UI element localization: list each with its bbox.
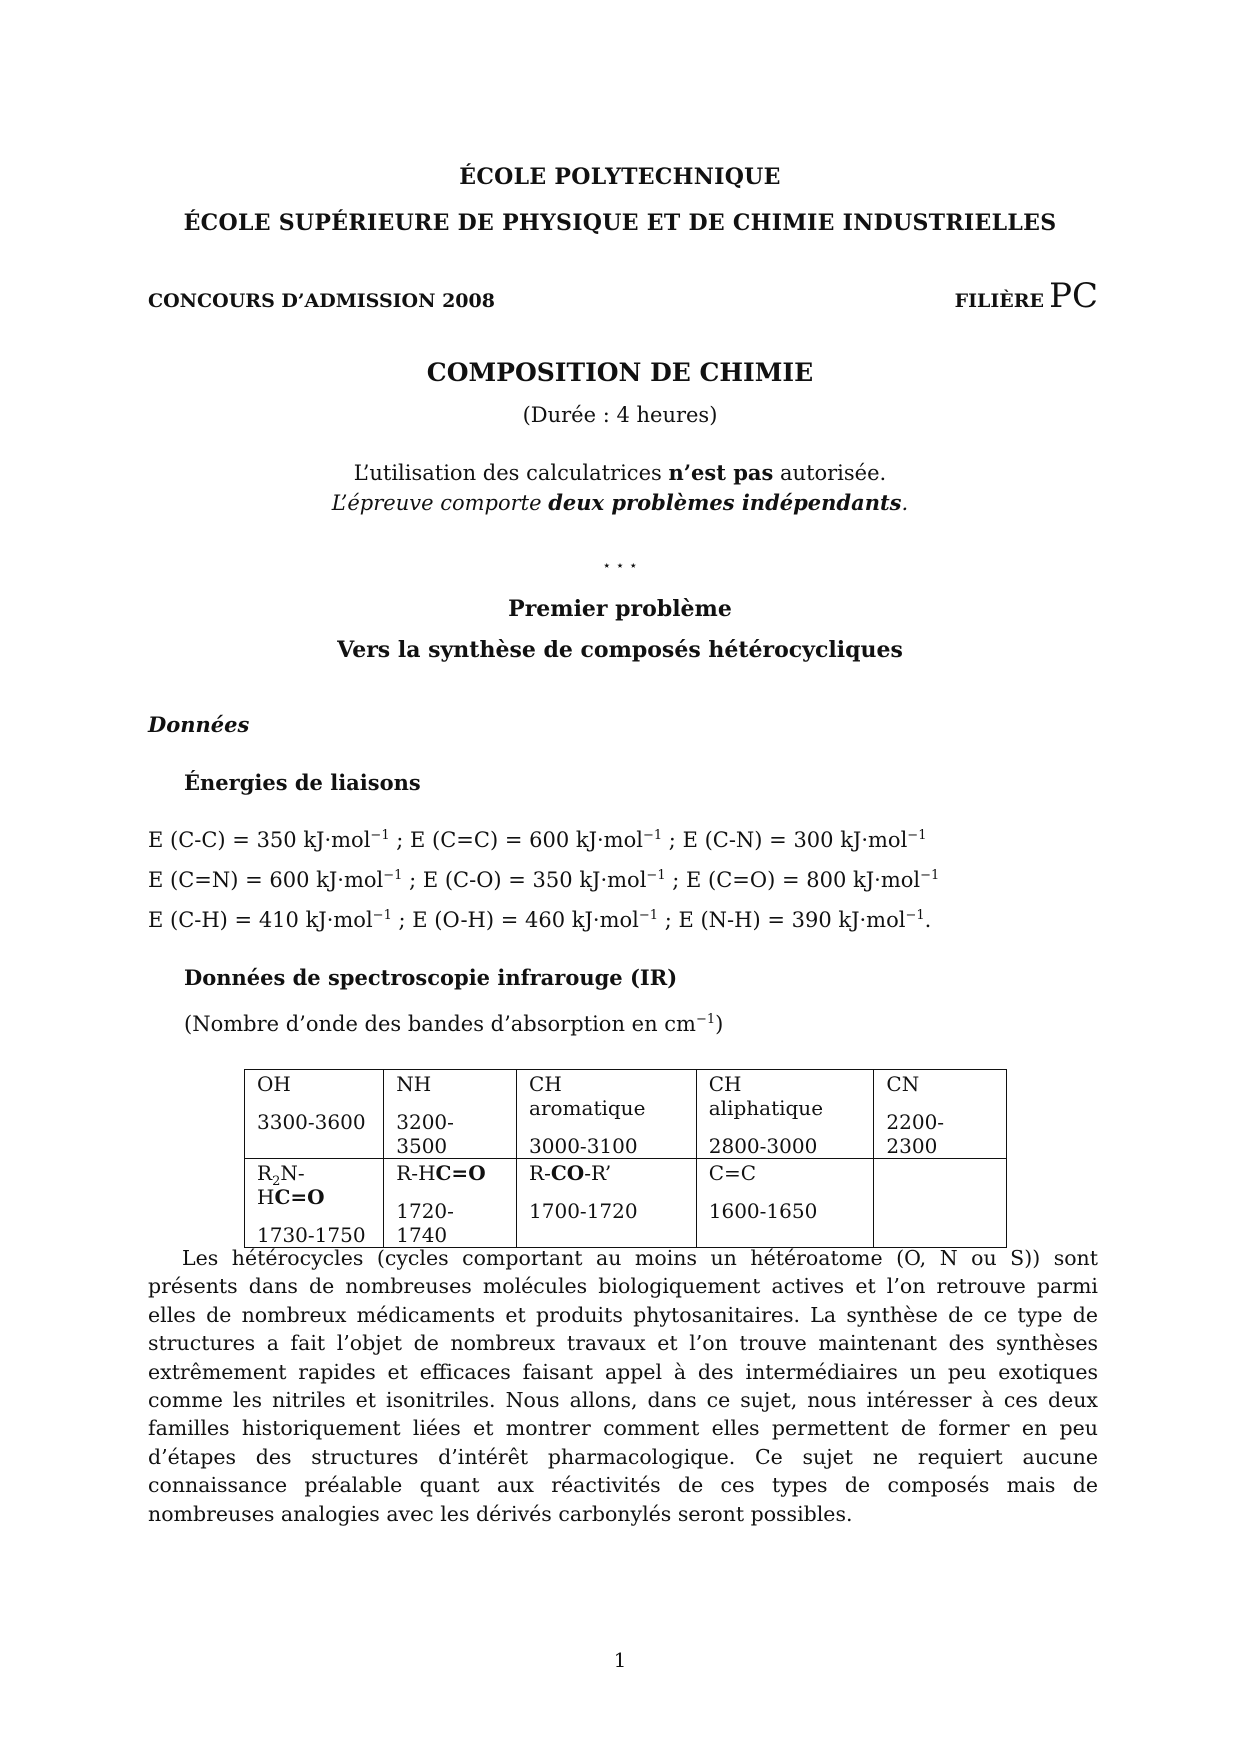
bond-oh: E (O-H) = 460 kJ·mol	[412, 908, 639, 932]
ir-cell	[874, 1070, 1007, 1159]
ir-bold: CO	[550, 1161, 585, 1185]
ir-group: OH	[257, 1072, 291, 1096]
ir-range: 1730-1750	[257, 1223, 366, 1247]
intro-paragraph: Les hétérocycles (cycles comportant au moins un hétéroatome (O, N ou S)) sont présents dans de nombreuses molécules biologiquement actives et l’on retrouve parmi elles de nombreux médicaments et produits phytosanitaires. La synthèse de ce type de structures a fait l’objet de nombreux travaux et l’on trouve maintenant des synthèses extrêmement rapides et efficaces faisant appel à des intermédiaires un peu exotiques comme les nitriles et isonitriles. Nous allons, dans ce sujet, nous intéresser à ces deux familles historiquement liées et montrer comment elles permettent de former en peu d’étapes des structures d’intérêt pharmacologique. Ce sujet ne requiert aucune connaissance préalable quant aux réactivités de ces types de composés mais de nombreuses analogies avec les dérivés carbonylés seront possibles.	[148, 1246, 1098, 1526]
ir-group	[257, 1161, 371, 1209]
ir-cell	[245, 1070, 384, 1159]
ir-bold: C=O	[274, 1185, 325, 1209]
ir-text: N-H	[257, 1161, 305, 1209]
ir-cell	[696, 1159, 874, 1248]
exp: −1	[370, 828, 390, 843]
ir-group: NH	[396, 1072, 432, 1096]
ir-range: 1700-1720	[529, 1199, 638, 1223]
sep: ;	[665, 868, 687, 892]
ir-note-exp: −1	[695, 1012, 716, 1027]
exp: −1	[920, 868, 940, 883]
concours-label: CONCOURS D’ADMISSION 2008	[148, 290, 495, 312]
epreuve-note	[0, 490, 1240, 515]
exam-title: COMPOSITION DE CHIMIE	[426, 358, 814, 387]
problem-title: Premier problème	[508, 596, 732, 622]
ir-cell	[245, 1159, 384, 1248]
filiere-value: PC	[1049, 276, 1098, 316]
exp: −1	[646, 868, 666, 883]
ir-bold: C=O	[435, 1161, 486, 1185]
ir-cell	[696, 1070, 874, 1159]
filiere	[955, 276, 1098, 316]
bond-nh: E (N-H) = 390 kJ·mol	[678, 908, 906, 932]
epreuve-text-bold: deux problèmes indépendants	[548, 490, 902, 515]
ir-cell	[384, 1159, 517, 1248]
ir-row-1	[245, 1070, 1007, 1159]
ir-range: 3000-3100	[529, 1134, 638, 1158]
sep: ;	[391, 908, 413, 932]
energies-line-3	[148, 900, 939, 940]
sep: ;	[658, 908, 679, 932]
ir-cell	[517, 1070, 697, 1159]
ir-text: -R’	[584, 1161, 612, 1185]
ir-title: Données de spectroscopie infrarouge (IR)	[184, 965, 678, 990]
bond-c-double-c: E (C=C) = 600 kJ·mol	[410, 828, 643, 852]
ir-range: 3200-3500	[396, 1110, 454, 1158]
calc-text-2: autorisée.	[773, 461, 887, 485]
sep: ;	[389, 828, 411, 852]
ir-range: 1600-1650	[708, 1199, 818, 1223]
ir-range: 3300-3600	[257, 1110, 366, 1134]
exp: −1	[383, 868, 403, 883]
ir-cell-empty	[874, 1159, 1007, 1248]
energies-title: Énergies de liaisons	[184, 770, 421, 795]
ir-row-2	[245, 1159, 1007, 1248]
ir-group	[396, 1161, 504, 1185]
ir-range: 2800-3000	[708, 1134, 818, 1158]
separator-stars: ⋆ ⋆ ⋆	[602, 558, 638, 574]
problem-subtitle: Vers la synthèse de composés hétérocycliques	[337, 637, 903, 663]
epreuve-text-2: .	[901, 491, 909, 515]
school-name-1: ÉCOLE POLYTECHNIQUE	[459, 164, 781, 190]
ir-group: CH aromatique	[529, 1072, 646, 1120]
ir-text: R-	[529, 1161, 551, 1185]
ir-group: CH aliphatique	[708, 1072, 824, 1120]
ir-note	[184, 1012, 723, 1036]
epreuve-text-1: L’épreuve comporte	[331, 491, 549, 515]
calculator-note	[0, 460, 1240, 485]
page-number: 1	[613, 1648, 627, 1672]
filiere-label: FILIÈRE	[954, 290, 1044, 312]
bond-cn: E (C-N) = 300 kJ·mol	[682, 828, 908, 852]
bond-ch: E (C-H) = 410 kJ·mol	[148, 908, 373, 932]
ir-table	[244, 1069, 1007, 1248]
ir-range: 1720-1740	[396, 1199, 454, 1247]
ir-note-close: )	[715, 1012, 724, 1036]
ir-sub: 2	[272, 1174, 281, 1189]
bond-c-double-o: E (C=O) = 800 kJ·mol	[686, 868, 921, 892]
ir-text: R	[257, 1161, 273, 1185]
ir-range: 2200-2300	[886, 1110, 945, 1158]
exp: −1	[642, 828, 663, 843]
energies-line-2	[148, 860, 939, 900]
bond-c-double-n: E (C=N) = 600 kJ·mol	[148, 868, 384, 892]
ir-text: R-H	[396, 1161, 436, 1185]
calc-text-1: L’utilisation des calculatrices	[353, 461, 669, 485]
ir-group	[529, 1161, 684, 1185]
sep: ;	[402, 868, 423, 892]
sep: .	[924, 908, 932, 932]
exp: −1	[905, 908, 925, 923]
energies-block	[148, 820, 939, 940]
ir-cell	[384, 1070, 517, 1159]
ir-cell	[517, 1159, 697, 1248]
ir-note-text: (Nombre d’onde des bandes d’absorption en cm	[184, 1012, 696, 1036]
exp: −1	[372, 908, 392, 923]
bond-cc: E (C-C) = 350 kJ·mol	[148, 828, 371, 852]
ir-group: CN	[886, 1072, 920, 1096]
school-name-2: ÉCOLE SUPÉRIEURE DE PHYSIQUE ET DE CHIMIE INDUSTRIELLES	[183, 210, 1057, 236]
exp: −1	[638, 908, 659, 923]
energies-line-1	[148, 820, 939, 860]
bond-co: E (C-O) = 350 kJ·mol	[422, 868, 647, 892]
calc-text-bold: n’est pas	[668, 460, 774, 485]
exp: −1	[907, 828, 927, 843]
donnees-label: Données	[148, 712, 250, 737]
exam-duration: (Durée : 4 heures)	[522, 403, 718, 427]
sep: ;	[662, 828, 683, 852]
ir-group: C=C	[708, 1161, 757, 1185]
